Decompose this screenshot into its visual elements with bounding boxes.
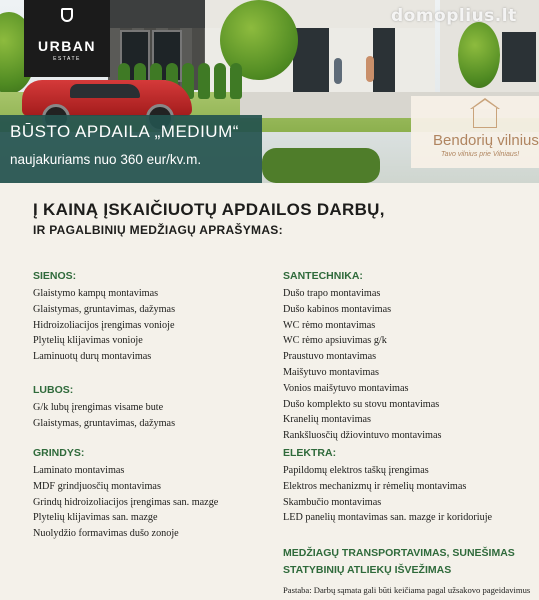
- watermark: domoplius.lt: [391, 6, 517, 26]
- section-ceilings: [33, 384, 175, 432]
- section-electrical: [283, 447, 492, 526]
- section-walls: [33, 270, 175, 365]
- list-item: Laminuotų durų montavimas: [33, 351, 152, 363]
- section-floors: [33, 447, 218, 542]
- list-item: WC rėmo montavimas: [283, 319, 376, 331]
- list-item: Praustuvo montavimas: [283, 351, 377, 363]
- list-item: Elektros mechanizmų ir rėmelių montavimas: [283, 480, 467, 492]
- list-item: Hidroizoliacijos įrengimas vonioje: [33, 319, 175, 331]
- list-item: G/k lubų įrengimas visame bute: [33, 402, 164, 413]
- list-item: LED panelių montavimas san. mazge ir koridoriuje: [283, 512, 493, 524]
- list-item: Kranelių montavimas: [283, 414, 371, 426]
- list-item: Skambučio montavimas: [283, 496, 382, 508]
- logo-mark-icon: [61, 8, 73, 22]
- list-item: Grindų hidroizoliacijos įrengimas san. mazge: [33, 496, 219, 508]
- list-item: Maišytuvo montavimas: [283, 366, 379, 378]
- shrub: [198, 63, 210, 99]
- shrub: [230, 63, 242, 99]
- list-item: Plytelių klijavimas san. mazge: [33, 512, 158, 524]
- project-logo: [411, 96, 539, 168]
- tree: [458, 22, 500, 88]
- section-transport: [283, 545, 515, 578]
- list-item: MDF grindjuosčių montavimas: [33, 480, 161, 492]
- urban-estate-logo: [24, 0, 110, 77]
- section-plumbing: [283, 270, 441, 444]
- banner-title: BŪSTO APDAILA „MEDIUM“: [10, 122, 239, 141]
- section-heading: LUBOS:: [33, 384, 74, 396]
- page-title: [33, 200, 385, 237]
- transport-line-2: STATYBINIŲ ATLIEKŲ IŠVEŽIMAS: [283, 563, 452, 576]
- section-heading: ELEKTRA:: [283, 447, 337, 459]
- banner-price: naujakuriams nuo 360 eur/kv.m.: [10, 152, 202, 167]
- title-line-2: IR PAGALBINIŲ MEDŽIAGŲ APRAŠYMAS:: [33, 223, 283, 237]
- shrub: [214, 63, 226, 99]
- section-heading: SIENOS:: [33, 270, 77, 282]
- title-line-1: Į KAINĄ ĮSKAIČIUOTŲ APDAILOS DARBŲ,: [33, 200, 385, 219]
- list-item: Glaistymas, gruntavimas, dažymas: [33, 303, 176, 315]
- list-item: Glaistymo kampų montavimas: [33, 288, 159, 299]
- list-item: Rankšluosčių džiovintuvo montavimas: [283, 430, 442, 442]
- hero-image: [0, 0, 539, 183]
- list-item: WC rėmo apsiuvimas g/k: [283, 335, 387, 347]
- list-item: Nuolydžio formavimas dušo zonoje: [33, 528, 179, 540]
- transport-line-1: MEDŽIAGŲ TRANSPORTAVIMAS, SUNEŠIMAS: [283, 547, 515, 559]
- list-item: Laminato montavimas: [33, 465, 125, 476]
- list-item: Dušo komplekto su stovu montavimas: [283, 398, 440, 410]
- list-item: Plytelių klijavimas vonioje: [33, 335, 143, 347]
- footnote: Pastaba: Darbų sąmata gali būti keičiama pagal užsakovo pageidavimus: [283, 585, 531, 595]
- project-tagline: Tavo vilnius prie Vilniaus!: [441, 151, 520, 158]
- list-item: Dušo trapo montavimas: [283, 288, 381, 299]
- promo-banner: [0, 115, 262, 183]
- person: [366, 56, 374, 82]
- list-item: Papildomų elektros taškų įrengimas: [283, 465, 429, 476]
- list-item: Vonios maišytuvo montavimas: [283, 382, 409, 394]
- list-item: Glaistymas, gruntavimas, dažymas: [33, 417, 176, 429]
- logo-brand: URBAN: [37, 38, 97, 54]
- red-car: [22, 80, 192, 116]
- logo-brand-sub: ESTATE: [53, 56, 81, 62]
- section-heading: GRINDYS:: [33, 447, 85, 459]
- project-name: Bendorių vilnius: [433, 132, 539, 149]
- section-heading: SANTECHNIKA:: [283, 270, 363, 282]
- list-item: Dušo kabinos montavimas: [283, 303, 392, 315]
- person: [334, 58, 342, 84]
- hedge: [262, 148, 380, 183]
